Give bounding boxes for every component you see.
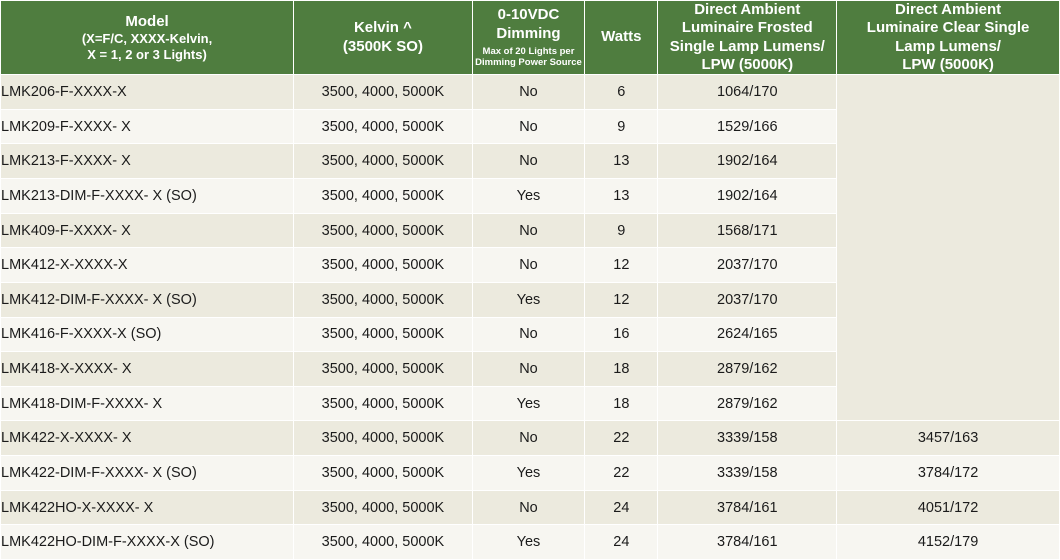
cell-frosted-lumens: 1902/164 xyxy=(658,179,837,214)
table-row xyxy=(1,490,1060,525)
cell-frosted-lumens: 3784/161 xyxy=(658,490,837,525)
table-body xyxy=(1,75,1060,560)
cell-clear-lumens: 3457/163 xyxy=(837,421,1060,456)
cell-kelvin: 3500, 4000, 5000K xyxy=(294,109,473,144)
cell-frosted-lumens: 2879/162 xyxy=(658,386,837,421)
cell-dimming: Yes xyxy=(472,179,584,214)
column-header-clear-lumens xyxy=(837,1,1060,75)
cell-model: LMK422-DIM-F-XXXX- X (SO) xyxy=(1,456,294,491)
cell-watts: 18 xyxy=(585,386,658,421)
cell-model: LMK422-X-XXXX- X xyxy=(1,421,294,456)
column-header-dimming-note: Max of 20 Lights per Dimming Power Source xyxy=(475,46,582,69)
cell-dimming: Yes xyxy=(472,386,584,421)
cell-model: LMK213-F-XXXX- X xyxy=(1,144,294,179)
cell-clear-lumens-empty-block xyxy=(837,75,1060,421)
column-header-frosted-line1: Direct Ambient xyxy=(694,1,801,18)
cell-watts: 18 xyxy=(585,352,658,387)
cell-dimming: No xyxy=(472,213,584,248)
cell-watts: 24 xyxy=(585,490,658,525)
cell-frosted-lumens: 3339/158 xyxy=(658,421,837,456)
cell-dimming: No xyxy=(472,248,584,283)
column-header-frosted-line4: LPW (5000K) xyxy=(701,55,794,73)
column-header-dimming-line2: Dimming xyxy=(496,24,561,42)
cell-dimming: No xyxy=(472,317,584,352)
cell-frosted-lumens: 3784/161 xyxy=(658,525,837,560)
column-header-dimming xyxy=(472,1,584,75)
cell-frosted-lumens: 2037/170 xyxy=(658,282,837,317)
cell-clear-lumens: 4152/179 xyxy=(837,525,1060,560)
column-header-clear-line3: Lamp Lumens/ xyxy=(895,37,1001,55)
cell-model: LMK422HO-DIM-F-XXXX-X (SO) xyxy=(1,525,294,560)
cell-model: LMK412-X-XXXX-X xyxy=(1,248,294,283)
cell-kelvin: 3500, 4000, 5000K xyxy=(294,456,473,491)
column-header-clear-line4: LPW (5000K) xyxy=(902,55,994,73)
column-header-clear-line2: Luminaire Clear Single xyxy=(866,19,1030,37)
cell-watts: 12 xyxy=(585,282,658,317)
column-header-kelvin[interactable] xyxy=(294,1,473,75)
table-row xyxy=(1,421,1060,456)
cell-watts: 9 xyxy=(585,109,658,144)
cell-kelvin: 3500, 4000, 5000K xyxy=(294,179,473,214)
cell-watts: 22 xyxy=(585,456,658,491)
cell-model: LMK209-F-XXXX- X xyxy=(1,109,294,144)
column-header-frosted-line2: Luminaire Frosted xyxy=(681,19,813,37)
cell-watts: 12 xyxy=(585,248,658,283)
cell-model: LMK422HO-X-XXXX- X xyxy=(1,490,294,525)
column-header-frosted-line3: Single Lamp Lumens/ xyxy=(669,37,825,55)
cell-model: LMK412-DIM-F-XXXX- X (SO) xyxy=(1,282,294,317)
cell-frosted-lumens: 2037/170 xyxy=(658,248,837,283)
cell-watts: 13 xyxy=(585,144,658,179)
cell-frosted-lumens: 2624/165 xyxy=(658,317,837,352)
cell-kelvin: 3500, 4000, 5000K xyxy=(294,144,473,179)
cell-frosted-lumens: 2879/162 xyxy=(658,352,837,387)
column-header-dimming-line1: 0-10VDC xyxy=(497,6,560,24)
cell-watts: 24 xyxy=(585,525,658,560)
column-header-kelvin-line1: Kelvin ^ xyxy=(353,19,412,37)
cell-watts: 9 xyxy=(585,213,658,248)
cell-dimming: Yes xyxy=(472,456,584,491)
cell-frosted-lumens: 1064/170 xyxy=(658,75,837,110)
table-row xyxy=(1,456,1060,491)
cell-kelvin: 3500, 4000, 5000K xyxy=(294,282,473,317)
cell-kelvin: 3500, 4000, 5000K xyxy=(294,490,473,525)
column-header-model-line3: X = 1, 2 or 3 Lights) xyxy=(87,46,207,62)
column-header-watts xyxy=(585,1,658,75)
cell-frosted-lumens: 1902/164 xyxy=(658,144,837,179)
cell-watts: 22 xyxy=(585,421,658,456)
cell-frosted-lumens: 1529/166 xyxy=(658,109,837,144)
cell-dimming: No xyxy=(472,75,584,110)
cell-clear-lumens: 4051/172 xyxy=(837,490,1060,525)
table-row xyxy=(1,525,1060,560)
cell-kelvin: 3500, 4000, 5000K xyxy=(294,75,473,110)
cell-watts: 16 xyxy=(585,317,658,352)
cell-kelvin: 3500, 4000, 5000K xyxy=(294,248,473,283)
table-header-row xyxy=(1,1,1060,75)
column-header-model-line1: Model xyxy=(125,12,169,30)
cell-dimming: No xyxy=(472,144,584,179)
column-header-watts-label: Watts xyxy=(601,28,642,46)
cell-kelvin: 3500, 4000, 5000K xyxy=(294,386,473,421)
cell-frosted-lumens: 3339/158 xyxy=(658,456,837,491)
cell-dimming: No xyxy=(472,109,584,144)
cell-frosted-lumens: 1568/171 xyxy=(658,213,837,248)
cell-kelvin: 3500, 4000, 5000K xyxy=(294,352,473,387)
cell-dimming: Yes xyxy=(472,282,584,317)
cell-model: LMK418-DIM-F-XXXX- X xyxy=(1,386,294,421)
cell-kelvin: 3500, 4000, 5000K xyxy=(294,421,473,456)
cell-dimming: No xyxy=(472,421,584,456)
column-header-frosted-lumens xyxy=(658,1,837,75)
cell-kelvin: 3500, 4000, 5000K xyxy=(294,213,473,248)
cell-kelvin: 3500, 4000, 5000K xyxy=(294,525,473,560)
cell-kelvin: 3500, 4000, 5000K xyxy=(294,317,473,352)
cell-model: LMK418-X-XXXX- X xyxy=(1,352,294,387)
cell-watts: 13 xyxy=(585,179,658,214)
cell-model: LMK206-F-XXXX-X xyxy=(1,75,294,110)
cell-model: LMK416-F-XXXX-X (SO) xyxy=(1,317,294,352)
column-header-kelvin-line2: (3500K SO) xyxy=(342,37,423,55)
cell-clear-lumens: 3784/172 xyxy=(837,456,1060,491)
cell-model: LMK409-F-XXXX- X xyxy=(1,213,294,248)
cell-dimming: No xyxy=(472,352,584,387)
cell-dimming: No xyxy=(472,490,584,525)
table-row xyxy=(1,75,1060,110)
column-header-model xyxy=(1,1,294,75)
cell-dimming: Yes xyxy=(472,525,584,560)
column-header-model-line2: (X=F/C, XXXX-Kelvin, xyxy=(81,30,213,46)
column-header-clear-line1: Direct Ambient xyxy=(894,1,1002,18)
cell-watts: 6 xyxy=(585,75,658,110)
cell-model: LMK213-DIM-F-XXXX- X (SO) xyxy=(1,179,294,214)
